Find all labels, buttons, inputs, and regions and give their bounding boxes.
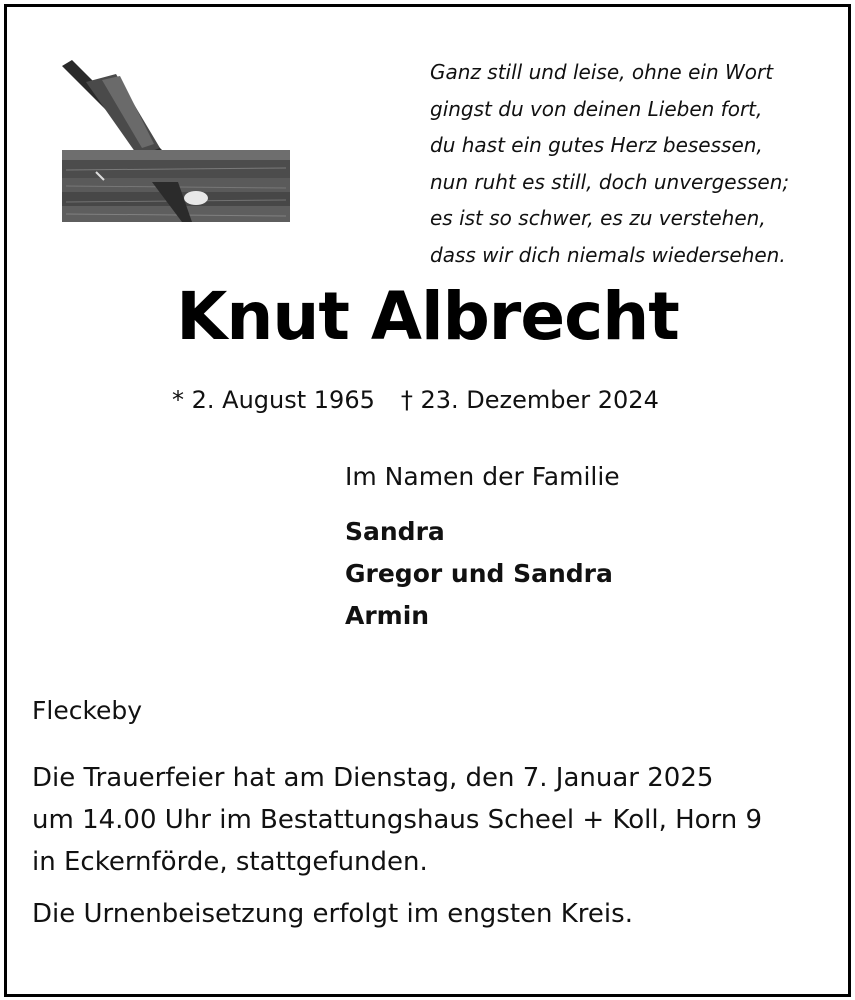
deceased-name: Knut Albrecht [176,278,679,355]
family-members [345,511,613,637]
family-member: Sandra [345,517,445,546]
life-dates [172,386,659,414]
wood-hand-plane-icon [56,52,296,232]
place-name: Fleckeby [32,696,143,725]
poem-line: Ganz still und leise, ohne ein Wort [430,60,774,84]
poem-line: nun ruht es still, doch unvergessen; [430,169,790,194]
birth-date: * 2. August 1965 [172,386,375,414]
ceremony-line: um 14.00 Uhr im Bestattungshaus Scheel + Koll, Horn 9 [32,805,763,835]
poem-line: gingst du von deinen Lieben fort, [430,96,763,121]
poem [430,54,840,273]
ceremony-info [32,757,832,883]
poem-line: dass wir dich niemals wiedersehen. [430,242,786,267]
family-member: Armin [345,601,430,630]
family-member: Gregor und Sandra [345,559,613,588]
urn-note: Die Urnenbeisetzung erfolgt im engsten Kreis. [32,899,633,929]
ceremony-line: in Eckernförde, stattgefunden. [32,847,428,877]
death-date: † 23. Dezember 2024 [400,386,659,414]
poem-line: es ist so schwer, es zu verstehen, [430,206,766,230]
family-label: Im Namen der Familie [345,462,620,491]
ceremony-line: Die Trauerfeier hat am Dienstag, den 7. Januar 2025 [32,763,714,793]
poem-line: du hast ein gutes Herz besessen, [430,133,763,157]
